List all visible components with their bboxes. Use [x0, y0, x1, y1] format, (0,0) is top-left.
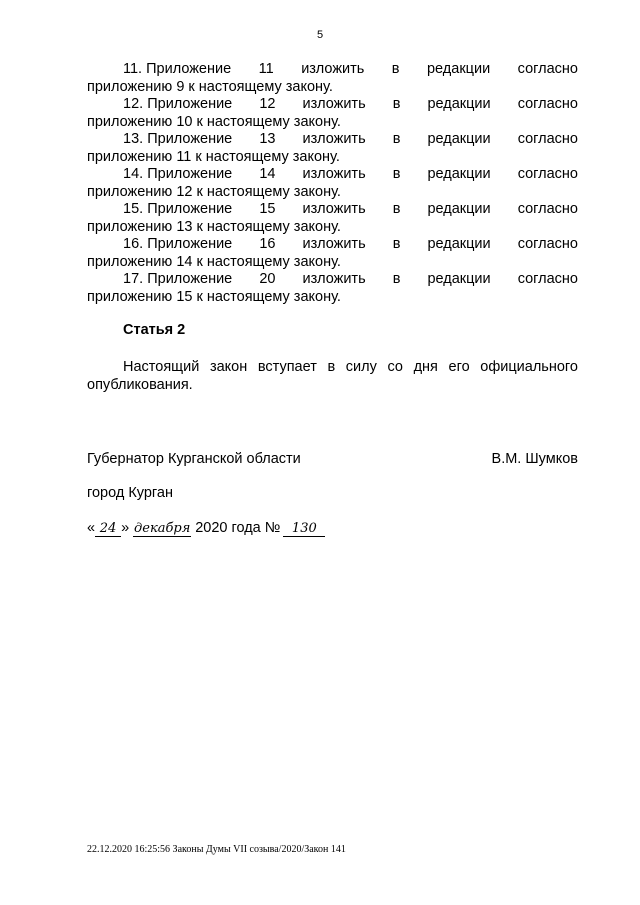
item-word: Приложение — [147, 166, 233, 182]
article-word: со — [387, 359, 403, 375]
item-word: редакции — [427, 201, 491, 217]
open-quote: « — [87, 520, 96, 536]
item-continuation: приложению 13 к настоящему закону. — [87, 218, 341, 235]
article-word: в — [327, 359, 336, 375]
item-word: согласно — [517, 271, 578, 287]
item-ref: 20 — [259, 271, 276, 287]
item-word: в — [392, 96, 401, 112]
item-ref: 12 — [259, 96, 276, 112]
date-line — [87, 520, 325, 537]
city: город Курган — [87, 485, 173, 501]
item-continuation: приложению 14 к настоящему закону. — [87, 253, 341, 270]
article-word: дня — [413, 359, 438, 375]
item-number: 12. — [123, 96, 144, 112]
item-word: согласно — [517, 166, 578, 182]
year-label: 2020 года № — [195, 520, 281, 536]
item-word: редакции — [427, 236, 491, 252]
close-quote: » — [121, 520, 130, 536]
item-number: 16. — [123, 236, 144, 252]
article-continuation: опубликования. — [87, 377, 193, 393]
list-item — [87, 201, 578, 236]
item-word: согласно — [517, 201, 578, 217]
article-paragraph — [87, 358, 578, 394]
item-ref: 15 — [259, 201, 276, 217]
item-word: Приложение — [147, 236, 233, 252]
article-word: вступает — [257, 359, 317, 375]
article-word: официального — [480, 359, 578, 375]
item-word: изложить — [302, 96, 366, 112]
item-word: в — [391, 61, 400, 77]
item-ref: 16 — [259, 236, 276, 252]
amendments-list — [87, 61, 578, 306]
item-word: Приложение — [147, 271, 233, 287]
item-continuation: приложению 12 к настоящему закону. — [87, 183, 341, 200]
page-number: 5 — [316, 29, 324, 41]
item-word: редакции — [426, 61, 491, 77]
list-item — [87, 61, 578, 96]
item-word: Приложение — [147, 96, 233, 112]
list-item — [87, 131, 578, 166]
signatory-title: Губернатор Курганской области — [87, 451, 301, 467]
article-word: силу — [345, 359, 377, 375]
item-number: 17. — [123, 271, 144, 287]
item-word: согласно — [517, 61, 578, 77]
item-word: Приложение — [147, 201, 233, 217]
item-word: редакции — [427, 271, 491, 287]
item-number: 15. — [123, 201, 144, 217]
item-word: изложить — [302, 236, 366, 252]
article-word: закон — [209, 359, 248, 375]
article-word: Настоящий — [123, 359, 200, 375]
item-word: редакции — [427, 166, 491, 182]
item-word: редакции — [427, 131, 491, 147]
item-number: 14. — [123, 166, 144, 182]
item-word: редакции — [427, 96, 491, 112]
item-continuation: приложению 15 к настоящему закону. — [87, 288, 341, 305]
item-number: 13. — [123, 131, 144, 147]
item-word: согласно — [517, 131, 578, 147]
item-ref: 14 — [259, 166, 276, 182]
handwritten-day: 24 — [95, 522, 121, 537]
item-word: изложить — [302, 201, 366, 217]
item-ref: 13 — [259, 131, 276, 147]
item-word: в — [392, 201, 401, 217]
item-word: согласно — [517, 236, 578, 252]
item-continuation: приложению 9 к настоящему закону. — [87, 78, 333, 95]
item-continuation: приложению 10 к настоящему закону. — [87, 113, 341, 130]
signature-block — [87, 451, 578, 467]
item-word: в — [392, 271, 401, 287]
item-word: изложить — [302, 131, 366, 147]
item-ref: 11 — [258, 61, 274, 77]
item-number: 11. — [123, 61, 143, 77]
signatory-name: В.М. Шумков — [491, 451, 578, 467]
article-word: его — [448, 359, 470, 375]
article-heading: Статья 2 — [123, 322, 186, 338]
item-word: Приложение — [146, 61, 232, 77]
item-continuation: приложению 11 к настоящему закону. — [87, 148, 340, 165]
item-word: в — [392, 236, 401, 252]
item-word: согласно — [517, 96, 578, 112]
item-word: в — [392, 166, 401, 182]
item-word: изложить — [302, 166, 366, 182]
handwritten-law-number: 130 — [283, 522, 325, 537]
list-item — [87, 271, 578, 306]
item-word: в — [392, 131, 401, 147]
list-item — [87, 166, 578, 201]
list-item — [87, 96, 578, 131]
footer-stamp: 22.12.2020 16:25:56 Законы Думы VII созыва/2020/Закон 141 — [87, 844, 346, 855]
item-word: изложить — [302, 271, 366, 287]
item-word: Приложение — [147, 131, 233, 147]
handwritten-month: декабря — [134, 521, 191, 536]
item-word: изложить — [301, 61, 365, 77]
list-item — [87, 236, 578, 271]
